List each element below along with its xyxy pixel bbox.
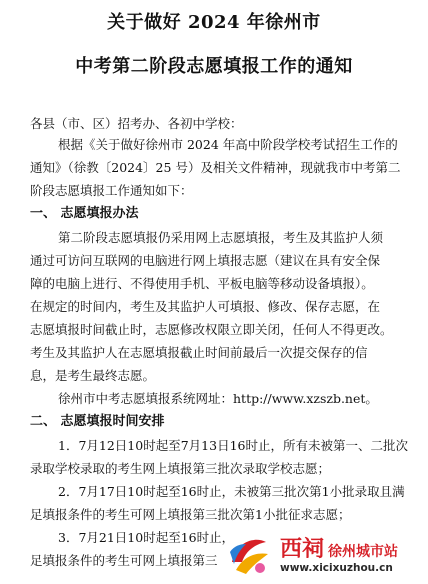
section-1-line: 第二阶段志愿填报仍采用网上志愿填报，考生及其监护人须 — [58, 230, 384, 245]
section-1-line: 通过可访问互联网的电脑进行网上填报志愿（建议在具有安全保 — [30, 253, 381, 268]
system-url-line: 徐州市中考志愿填报系统网址：http://www.xzszb.net。 — [58, 391, 378, 406]
schedule-line: 足填报条件的考生可网上填报第三 — [30, 553, 218, 568]
watermark-brand — [280, 532, 398, 563]
section-1-line: 考生及其监护人在志愿填报截止时间前最后一次提交保存的信 — [30, 345, 368, 360]
section-1-line: 在规定的时间内，考生及其监护人可填报、修改、保存志愿，在 — [30, 299, 381, 314]
salutation: 各县（市、区）招考办、各初中学校： — [30, 116, 243, 131]
watermark-city: 徐州城市站 — [328, 544, 399, 560]
schedule-line: 足填报条件的考生可网上填报第三批次第1小批征求志愿； — [30, 507, 351, 522]
section-1-line: 志愿填报时间截止时，志愿修改权限立即关闭，任何人不得更改。 — [30, 322, 393, 337]
title-line-2: 中考第二阶段志愿填报工作的通知 — [75, 56, 353, 77]
schedule-line: 2．7月17日10时起至16时止，未被第三批次第1小批录取且满 — [58, 484, 405, 499]
schedule-line: 1．7月12日10时起至7月13日16时止，所有未被第一、二批次 — [58, 438, 408, 453]
intro-line: 阶段志愿填报工作通知如下： — [30, 183, 193, 198]
watermark-url: www.xicixuzhou.cn — [280, 562, 393, 574]
watermark-brand-name: 西祠 — [280, 537, 325, 562]
section-2-heading: 二、 志愿填报时间安排 — [30, 414, 165, 429]
schedule-line: 3．7月21日10时起至16时止， — [58, 530, 235, 545]
xici-ribbon-logo-icon — [226, 532, 272, 578]
title-line-1: 关于做好 2024 年徐州市 — [107, 12, 321, 33]
xici-watermark — [222, 528, 428, 584]
section-1-heading: 一、 志愿填报办法 — [30, 206, 139, 221]
section-1-line: 息，是考生最终志愿。 — [30, 368, 156, 383]
intro-line: 根据《关于做好徐州市 2024 年高中阶段学校考试招生工作的 — [58, 137, 398, 152]
schedule-line: 录取学校录取的考生网上填报第三批次录取学校志愿； — [30, 461, 331, 476]
section-1-line: 障的电脑上进行、不得使用手机、平板电脑等移动设备填报）。 — [30, 276, 374, 291]
intro-line: 通知》（徐教〔2024〕25 号）及相关文件精神，现就我市中考第二 — [30, 160, 401, 175]
